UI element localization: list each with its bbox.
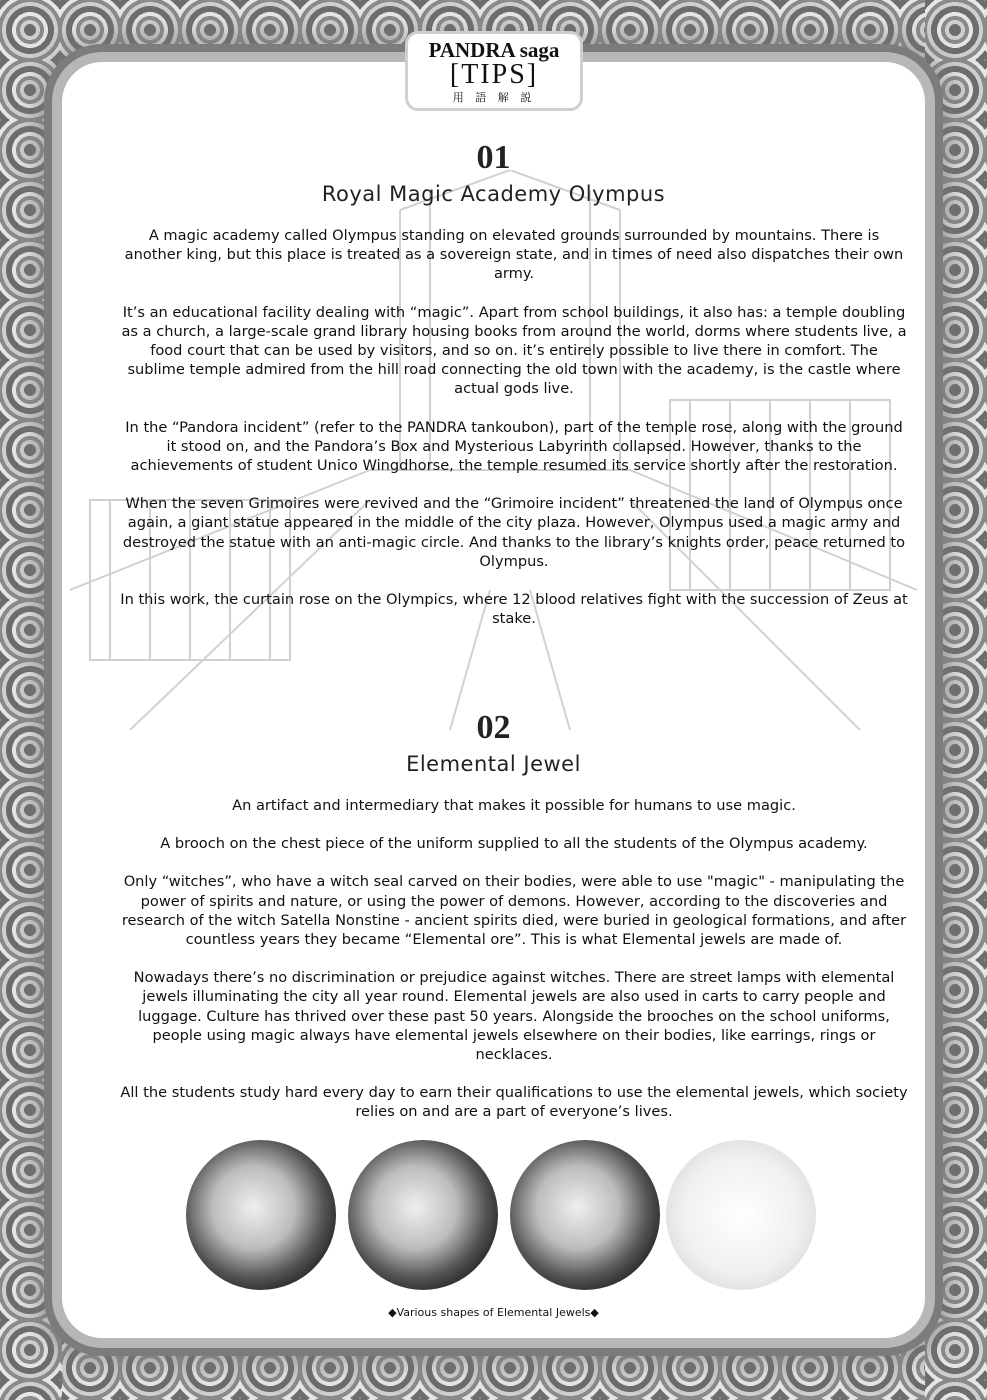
- tips-heading: [TIPS]: [449, 59, 539, 90]
- section-number: 01: [476, 139, 511, 176]
- section-number: 02: [476, 709, 511, 746]
- tips-subtitle: 用 語 解 説: [452, 91, 536, 104]
- paragraph: A magic academy called Olympus standing on elevated grounds surrounded by mountains. There is another king, but this place is treated as a sovereign state, and in times of need also dispatches their own army.: [124, 227, 904, 283]
- elemental-jewel-illustrations: [186, 1140, 816, 1300]
- lace-border-left: [0, 0, 62, 1400]
- illustration-caption: ◆Various shapes of Elemental Jewels◆: [388, 1306, 599, 1319]
- lace-border-bottom: [0, 1338, 987, 1400]
- paragraph: It’s an educational facility dealing with “magic”. Apart from school buildings, it also has: a temple doubling as a church, a large-scale grand library housing books from around the world, dorms where students live, a food court that can be used by visitors, and so on. it’s entirely possible to live there in comfort. The sublime temple admired from the hill road connecting the old town with the academy, is the castle where actual gods live.: [121, 303, 907, 398]
- section-title: Royal Magic Academy Olympus: [321, 182, 666, 206]
- paragraph: Only “witches”, who have a witch seal carved on their bodies, were able to use "magic" - manipulating the power of spirits and nature, or using the power of demons. However, according to the discoveries and research of the witch Satella Nonstine - ancient spirits died, were buried in geological formations, and after countless years they became “Elemental ore”. This is what Elemental jewels are made of.: [121, 873, 907, 949]
- jewel-illustration: [510, 1140, 660, 1290]
- paragraph: In this work, the curtain rose on the Olympics, where 12 blood relatives fight with the succession of Zeus at stake.: [120, 591, 908, 628]
- paragraph: When the seven Grimoires were revived and the “Grimoire incident” threatened the land of Olympus once again, a giant statue appeared in the middle of the city plaza. However, Olympus used a magic army and destroyed the statue with an anti-magic circle. And thanks to the library’s knights order, peace returned to Olympus.: [122, 495, 906, 570]
- section-body: [120, 226, 908, 647]
- jewel-illustration: [666, 1140, 816, 1290]
- paragraph: Nowadays there’s no discrimination or prejudice against witches. There are street lamps with elemental jewels illuminating the city all year round. Elemental jewels are also used in carts to carry people and luggage. Culture has thrived over these past 50 years. Alongside the brooches on the school uniforms, people using magic always have elemental jewels elsewhere on their bodies, like earrings, rings or necklaces.: [133, 969, 895, 1064]
- lace-border-right: [925, 0, 987, 1400]
- brand-title: PANDRA saga: [428, 38, 560, 62]
- jewel-illustration: [348, 1140, 498, 1290]
- paragraph: In the “Pandora incident” (refer to the PANDRA tankoubon), part of the temple rose, along with the ground it stood on, and the Pandora’s Box and Mysterious Labyrinth collapsed. However, thanks to the achievements of student Unico Wingdhorse, the temple resumed its service shortly after the restoration.: [125, 418, 903, 475]
- section-body: [120, 796, 908, 1141]
- paragraph: All the students study hard every day to earn their qualifications to use the elemental jewels, which society relies on and are a part of everyone’s lives.: [120, 1084, 908, 1121]
- header-plate: [408, 34, 580, 108]
- paragraph: A brooch on the chest piece of the uniform supplied to all the students of the Olympus academy.: [160, 835, 868, 853]
- jewel-illustration: [186, 1140, 336, 1290]
- section-title: Elemental Jewel: [406, 752, 581, 776]
- paragraph: An artifact and intermediary that makes it possible for humans to use magic.: [232, 797, 796, 814]
